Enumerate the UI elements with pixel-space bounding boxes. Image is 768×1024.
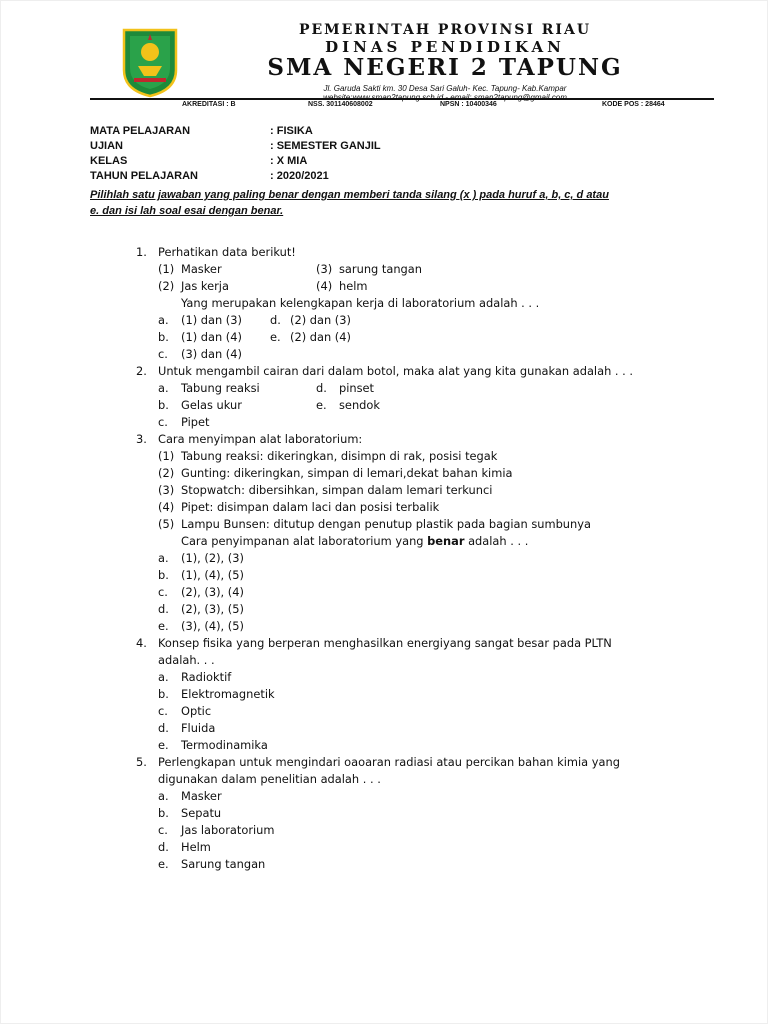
field-value: : FISIKA [270, 125, 313, 137]
answer-option [0, 805, 768, 822]
item-text: Masker [181, 262, 222, 276]
option-letter: a. [158, 551, 169, 565]
option-letter: d. [158, 721, 169, 735]
question-text-continued [0, 652, 768, 669]
option-text: Termodinamika [181, 738, 268, 752]
question-text-continued [0, 771, 768, 788]
answer-option [0, 737, 768, 754]
list-item [0, 448, 768, 465]
stem-part: adalah . . . [464, 534, 529, 548]
item-text: sarung tangan [339, 262, 422, 276]
question-number: 1. [136, 245, 147, 259]
answer-option [0, 686, 768, 703]
option-text: sendok [339, 398, 380, 412]
question-number: 4. [136, 636, 147, 650]
option-text: Gelas ukur [181, 398, 242, 412]
question-text: adalah. . . [158, 653, 215, 667]
item-number: (2) [158, 279, 175, 293]
answer-option [0, 312, 768, 329]
option-text: Sepatu [181, 806, 222, 820]
option-text: (3), (4), (5) [181, 619, 244, 633]
option-text: (2), (3), (5) [181, 602, 244, 616]
instruction [90, 187, 680, 219]
stem-text: Yang merupakan kelengkapan kerja di laboratorium adalah . . . [181, 296, 540, 310]
option-letter: d. [316, 381, 327, 395]
option-text: (1) dan (4) [181, 330, 242, 344]
option-letter: e. [316, 398, 327, 412]
field-label: KELAS [90, 155, 128, 167]
stem-text [181, 533, 528, 550]
option-letter: c. [158, 347, 168, 361]
option-letter: e. [158, 738, 169, 752]
list-item [0, 465, 768, 482]
item-number: (1) [158, 262, 175, 276]
option-letter: a. [158, 381, 169, 395]
answer-option [0, 567, 768, 584]
option-text: Helm [181, 840, 211, 854]
list-item [0, 278, 768, 295]
riau-province-emblem-icon [120, 26, 180, 98]
option-letter: a. [158, 313, 169, 327]
item-number: (1) [158, 449, 175, 463]
letterhead-government: PEMERINTAH PROVINSI RIAU [298, 22, 592, 38]
option-letter: b. [158, 568, 169, 582]
question-list [0, 244, 768, 873]
answer-option [0, 618, 768, 635]
question-1 [0, 244, 768, 261]
option-letter: b. [158, 687, 169, 701]
instruction-line: Pilihlah satu jawaban yang paling benar dengan memberi tanda silang (x ) pada huruf a, b, c, d atau [90, 189, 609, 201]
field-row [90, 154, 381, 169]
field-value: : 2020/2021 [270, 170, 329, 182]
npsn: NPSN : 10400346 [440, 101, 497, 108]
question-4 [0, 635, 768, 652]
item-number: (3) [316, 262, 333, 276]
item-text: Tabung reaksi: dikeringkan, disimpn di rak, posisi tegak [181, 449, 498, 463]
option-letter: b. [158, 806, 169, 820]
item-number: (4) [158, 500, 175, 514]
option-letter: d. [158, 602, 169, 616]
field-label: TAHUN PELAJARAN [90, 170, 198, 182]
answer-option [0, 601, 768, 618]
letterhead-id-bar [90, 98, 714, 112]
item-text: Jas kerja [181, 279, 229, 293]
letterhead-contact: website:www.sman2tapung.sch.id - email: sman2tapung@gmail.com [323, 93, 567, 102]
list-item [0, 261, 768, 278]
option-letter: c. [158, 415, 168, 429]
field-row [90, 124, 381, 139]
field-value: : X MIA [270, 155, 308, 167]
field-value: : SEMESTER GANJIL [270, 140, 381, 152]
question-stem [0, 533, 768, 550]
instruction-line: e. dan isi lah soal esai dengan benar. [90, 205, 284, 217]
option-text: Radioktif [181, 670, 232, 684]
answer-option [0, 669, 768, 686]
item-number: (2) [158, 466, 175, 480]
option-letter: e. [270, 330, 281, 344]
question-2 [0, 363, 768, 380]
question-5 [0, 754, 768, 771]
nss: NSS. 301140608002 [308, 101, 373, 108]
question-text: Untuk mengambil cairan dari dalam botol, maka alat yang kita gunakan adalah . . . [158, 364, 634, 378]
kode-pos: KODE POS : 28464 [602, 101, 665, 108]
option-text: (2), (3), (4) [181, 585, 244, 599]
list-item [0, 499, 768, 516]
field-label: MATA PELAJARAN [90, 125, 191, 137]
list-item [0, 516, 768, 533]
answer-option [0, 584, 768, 601]
item-text: Gunting: dikeringkan, simpan di lemari,dekat bahan kimia [181, 466, 513, 480]
option-text: Masker [181, 789, 222, 803]
option-text: pinset [339, 381, 375, 395]
akreditasi: AKREDITASI : B [182, 101, 236, 108]
answer-option [0, 414, 768, 431]
option-letter: b. [158, 330, 169, 344]
option-text: (1), (4), (5) [181, 568, 244, 582]
option-letter: c. [158, 585, 168, 599]
option-text: Jas laboratorium [181, 823, 275, 837]
question-text: Cara menyimpan alat laboratorium: [158, 432, 363, 446]
option-text: Pipet [181, 415, 210, 429]
option-letter: d. [270, 313, 281, 327]
answer-option [0, 329, 768, 346]
option-text: (1) dan (3) [181, 313, 242, 327]
answer-option [0, 822, 768, 839]
answer-option [0, 346, 768, 363]
option-text: Elektromagnetik [181, 687, 275, 701]
item-text: Lampu Bunsen: ditutup dengan penutup plastik pada bagian sumbunya [181, 517, 591, 531]
option-letter: c. [158, 823, 168, 837]
option-letter: b. [158, 398, 169, 412]
question-text: Perhatikan data berikut! [158, 245, 296, 259]
option-text: Fluida [181, 721, 216, 735]
question-number: 3. [136, 432, 147, 446]
exam-info [90, 124, 381, 184]
option-text: Tabung reaksi [181, 381, 260, 395]
answer-option [0, 380, 768, 397]
item-number: (5) [158, 517, 175, 531]
option-letter: e. [158, 857, 169, 871]
list-item [0, 482, 768, 499]
question-number: 2. [136, 364, 147, 378]
answer-option [0, 397, 768, 414]
option-letter: c. [158, 704, 168, 718]
question-text: Konsep fisika yang berperan menghasilkan energiyang sangat besar pada PLTN [158, 636, 612, 650]
option-letter: d. [158, 840, 169, 854]
answer-option [0, 720, 768, 737]
option-text: (1), (2), (3) [181, 551, 244, 565]
option-letter: e. [158, 619, 169, 633]
question-text: digunakan dalam penelitian adalah . . . [158, 772, 381, 786]
option-text: Sarung tangan [181, 857, 266, 871]
answer-option [0, 788, 768, 805]
option-text: (3) dan (4) [181, 347, 242, 361]
option-text: (2) dan (3) [290, 313, 351, 327]
stem-part: Cara penyimpanan alat laboratorium yang [181, 534, 428, 548]
question-3 [0, 431, 768, 448]
question-stem [0, 295, 768, 312]
item-number: (4) [316, 279, 333, 293]
answer-option [0, 856, 768, 873]
letterhead-department: DINAS PENDIDIKAN [325, 38, 565, 56]
letterhead-school-name: SMA NEGERI 2 TAPUNG [267, 54, 623, 81]
question-text: Perlengkapan untuk mengindari oaoaran radiasi atau percikan bahan kimia yang [158, 755, 620, 769]
item-text: helm [339, 279, 368, 293]
answer-option [0, 703, 768, 720]
answer-option [0, 550, 768, 567]
letterhead-address: Jl. Garuda Sakti km. 30 Desa Sari Galuh- Kec. Tapung- Kab.Kampar [323, 84, 567, 93]
option-letter: a. [158, 670, 169, 684]
field-row [90, 139, 381, 154]
item-text: Pipet: disimpan dalam laci dan posisi terbalik [181, 500, 440, 514]
letterhead [90, 18, 714, 106]
option-letter: a. [158, 789, 169, 803]
field-row [90, 169, 381, 184]
option-text: Optic [181, 704, 212, 718]
question-number: 5. [136, 755, 147, 769]
option-text: (2) dan (4) [290, 330, 351, 344]
item-number: (3) [158, 483, 175, 497]
stem-emphasis: benar [427, 534, 465, 548]
field-label: UJIAN [90, 140, 124, 152]
answer-option [0, 839, 768, 856]
item-text: Stopwatch: dibersihkan, simpan dalam lemari terkunci [181, 483, 493, 497]
